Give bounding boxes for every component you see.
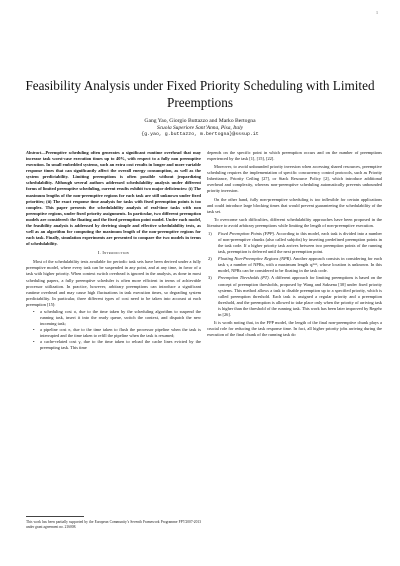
approach-name: Fixed Preemption Points (FPP). xyxy=(218,230,276,236)
body-paragraph: To overcome such difficulties, different schedulability approaches have been proposed in the literature to avoid arbitrary preemptions while limiting the length of non-preemptive execution. xyxy=(207,216,382,228)
paper-title: Feasibility Analysis under Fixed Priority Scheduling with Limited Preemptions xyxy=(25,78,375,110)
approach-name: Preemption Thresholds (PT). xyxy=(218,275,270,281)
bullet-icon: • xyxy=(33,308,35,314)
list-item: • a cache-related cost γ, due to the time taken to reload the cache lines evicted by the preempting task. This time xyxy=(33,339,201,351)
section-heading-introduction: I. Introduction xyxy=(97,250,130,256)
left-column xyxy=(26,150,201,352)
body-paragraph: It is worth noting that, in the FPP model, the length of the final non-preemptive chunk plays a crucial role for reducing the task response time. In fact, all higher priority jobs arriving during the execution of the final chunk of the running task do xyxy=(207,320,382,338)
list-item: 1) Fixed Preemption Points (FPP). According to this model, each task is divided into a number of non-preemptive chunks (also called subjobs) by inserting predefined preemption points in the task code. If a higher priority task arrives between two preemption points of the running task, preemption is deferred until the next preemption point. xyxy=(208,230,382,255)
paper-email: {g.yao, g.buttazzo, m.bertogna}@sssup.it xyxy=(141,132,259,137)
approaches-list xyxy=(207,231,382,318)
page-number: 1 xyxy=(376,10,378,15)
abstract xyxy=(26,150,201,247)
approach-name: Floating Non-Preemptive Regions (NPR). xyxy=(218,256,292,262)
list-item: 3) Preemption Thresholds (PT). A different approach for limiting preemptions is based on the concept of preemption thresholds, proposed by Wang and Saksena [30] under fixed priority systems. This method allows a task to disable preemption up to a specified priority, which is called preemption threshold. Each task is assigned a regular priority and a preemption threshold, and the preemption is allowed to take place only when the priority of arriving task is higher than the threshold of the running task. This work has been later improved by Regehr in [26]. xyxy=(208,275,382,317)
footnote-divider xyxy=(26,516,84,517)
paper-affiliation: Scuola Superiore Sant’Anna, Pisa, Italy xyxy=(156,125,244,131)
list-item: 2) Floating Non-Preemptive Regions (NPR). Another approach consists in considering for each task τᵢ a number of NPRs, with a maximum length qᵢᵐᵃˣ, whose location is unknown. In this model, NPRs can be considered to be floating in the task code. xyxy=(208,256,382,274)
body-paragraph: Moreover, to avoid unbounded priority inversion when accessing shared resources, preemptive scheduling requires the implementation of specific concurrency control protocols, such as Priority Inheritance, Priority Ceiling [27], or Stack Resource Policy [2], which introduce additional overhead and complexity, whereas non-preemptive scheduling automatically prevents unbounded priority inversion. xyxy=(207,164,382,194)
intro-paragraph: Most of the schedulability tests available for periodic task sets have been derived under a fully preemptive model, where every task can be suspended in any point, and at any time, in favor of a task with higher priority. When context switch overhead is ignored in the analysis, as done in most scheduling papers, a fully preemptive scheduler is often more efficient in terms of achievable processor utilization. In practice, however, arbitrary preemptions can introduce a significant runtime overhead and may cause high fluctuations in task execution times, so degrading system predictability. In particular, three different types of cost need to be taken into account at each preemption [15]: xyxy=(26,259,201,307)
paper-authors: Gang Yao, Giorgio Buttazzo and Marko Bertogna xyxy=(144,118,256,124)
body-paragraph: On the other hand, fully non-preemptive scheduling is too inflexible for certain applications and could introduce large blocking times that would prevent guaranteeing the schedulability of the task set. xyxy=(207,196,382,214)
right-column xyxy=(207,150,382,338)
bullet-icon: • xyxy=(33,339,35,345)
list-item: • a pipeline cost π, due to the time taken to flush the processor pipeline when the task is interrupted and the time taken to refill the pipeline when the task is resumed; xyxy=(33,327,201,339)
list-item: • a scheduling cost σ, due to the time taken by the scheduling algorithm to suspend the running task, insert it into the ready queue, switch the context, and dispatch the new incoming task; xyxy=(33,308,201,327)
body-paragraph: depends on the specific point in which preemption occurs and on the number of preemptions experienced by the task [1], [15], [22]. xyxy=(207,150,382,162)
footnote: This work has been partially supported by the European Community’s Seventh Framework Programme FP7/2007-2013 under grant agreement no. 216008. xyxy=(26,520,201,529)
preemption-cost-list xyxy=(26,309,201,352)
abstract-text: —Preemptive scheduling often generates a significant runtime overhead that may increase task worst-case execution times up to 40%, with respect to a fully non preemptive execution. In small embedded systems, such an extra cost results in longer and more variable response times that can significantly affect the overall energy consumption, as well as the system predictability. Limiting preemptions is often possible without jeopardizing schedulability. Although several authors addressed schedulability analysis under different forms of limited preemptive scheduling, current results exhibit two major deficiencies: (i) The maximum lengths of the non-preemptive regions for each task are still unknown under fixed priorities; (ii) The exact response time analysis for tasks with fixed preemption points is too complex. This paper presents the schedulability analysis of real-time tasks with non preemptive regions, under fixed priority assignments. In particular, two different preemption models are considered: the floating and the fixed preemption point model. Under each model, the feasibility analysis is addressed by deriving simple and effective schedulability tests, as well as an algorithm for computing the maximum length of the non-preemptive regions for each task. Finally, simulation experiments are presented to compare the two models in terms of schedulability. xyxy=(26,150,201,247)
bullet-icon: • xyxy=(33,327,35,333)
abstract-lead: Abstract xyxy=(26,150,42,155)
